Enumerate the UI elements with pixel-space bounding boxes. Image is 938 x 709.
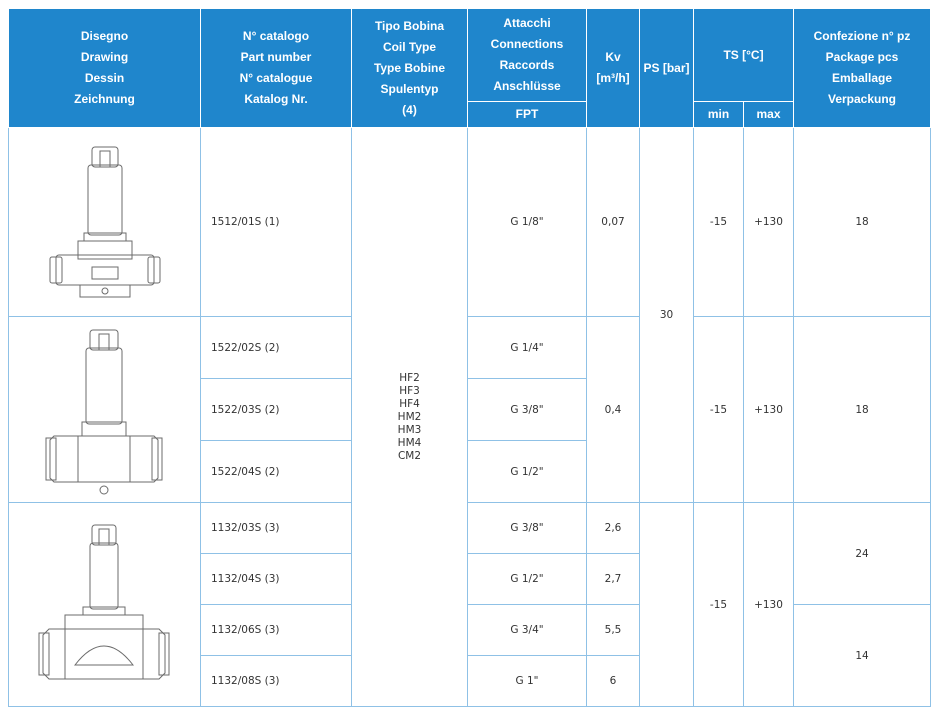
part-number: 1132/03S (3) [201,503,352,554]
ts-max: +130 [744,503,794,707]
kv-value: 5,5 [587,605,640,656]
product-table [8,8,931,707]
part-number: 1132/06S (3) [201,605,352,656]
part-number: 1522/03S (2) [201,379,352,441]
header-connections: Attacchi Connections Raccords Anschlüsse [468,9,587,102]
connection: G 1" [468,656,587,707]
package-qty: 24 [794,503,931,605]
drawing-valve-1512 [9,128,201,317]
header-ps: PS [bar] [640,9,694,128]
header-ts: TS [°C] [694,9,794,102]
connection: G 3/4" [468,605,587,656]
connection: G 1/2" [468,441,587,503]
header-part-number: N° catalogo Part number N° catalogue Katalog Nr. [201,9,352,128]
ps-value: 30 [640,128,694,503]
coil-types-cell: HF2 HF3 HF4 HM2 HM3 HM4 CM2 [352,128,468,707]
part-number: 1522/02S (2) [201,317,352,379]
valve-drawing-small [40,137,170,307]
connection: G 1/2" [468,554,587,605]
ts-min: -15 [694,128,744,317]
table-row [9,128,931,317]
ps-empty-cell [640,503,694,707]
header-drawing: Disegno Drawing Dessin Zeichnung [9,9,201,128]
drawing-valve-1132 [9,503,201,707]
header-coil-type: Tipo Bobina Coil Type Type Bobine Spulentyp (4) [352,9,468,128]
kv-value: 0,07 [587,128,640,317]
part-number: 1132/04S (3) [201,554,352,605]
header-package: Confezione n° pz Package pcs Emballage Verpackung [794,9,931,128]
part-number: 1512/01S (1) [201,128,352,317]
ts-max: +130 [744,128,794,317]
part-number: 1522/04S (2) [201,441,352,503]
table-row [9,503,931,554]
ts-min: -15 [694,317,744,503]
kv-value: 6 [587,656,640,707]
package-qty: 18 [794,317,931,503]
kv-value: 2,7 [587,554,640,605]
kv-value: 2,6 [587,503,640,554]
table-row [9,317,931,379]
drawing-valve-1522 [9,317,201,503]
connection: G 1/4" [468,317,587,379]
header-ts-max: max [744,102,794,128]
connection: G 3/8" [468,379,587,441]
part-number: 1132/08S (3) [201,656,352,707]
header-ts-min: min [694,102,744,128]
ts-max: +130 [744,317,794,503]
package-qty: 14 [794,605,931,707]
header-fpt: FPT [468,102,587,128]
valve-drawing-large [35,515,175,695]
kv-value: 0,4 [587,317,640,503]
header-kv: Kv [m³/h] [587,9,640,128]
connection: G 3/8" [468,503,587,554]
connection: G 1/8" [468,128,587,317]
package-qty: 18 [794,128,931,317]
valve-drawing-medium [40,322,170,498]
ts-min: -15 [694,503,744,707]
